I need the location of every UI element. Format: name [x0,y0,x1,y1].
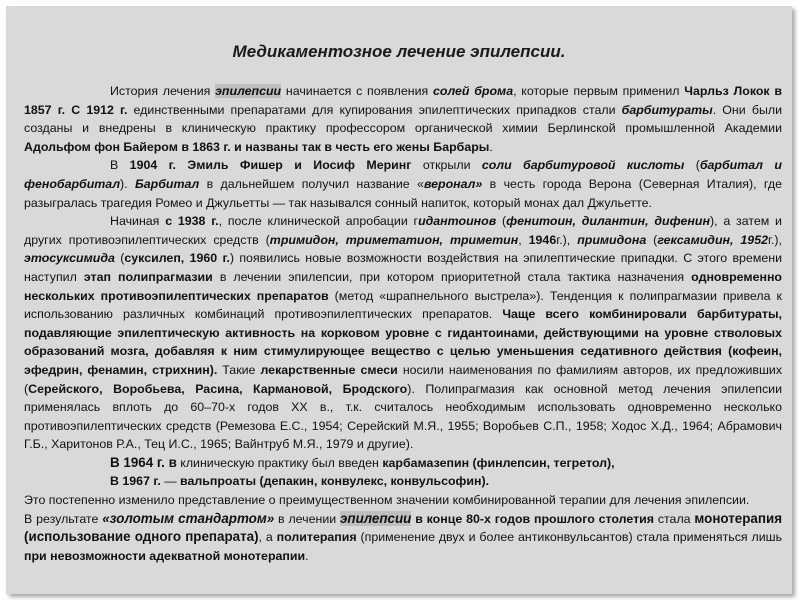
paragraph-2 [24,156,782,212]
p4-text-b: клиническую практику был введен [176,455,383,470]
p3-term-suxilep: суксилеп, 1960 г. [124,251,230,266]
p3-multiple-drugs: одновременно нескольких противоэпилептических препаратов [24,269,783,303]
p3-text-m: ( [646,232,658,247]
p3-text-ac: ). Полипрагмазия как основной метод лечения эпилепсии применялась вплоть до 60–70-х годов XX в., т.к. считалось необходимым использовать одновременно несколько противоэпилептических средств (Ремезова Е.С., 1954; Серейский М.Я., 1955; Воробьев С.П., 1958; Ходос Х.Д., 1964; Абрамович Г.Б., Харитонов Р.А., Тец И.С., 1965; Вайнтруб М.Я., 1979 и другие). [24,381,782,452]
p3-polypragmasy: этап полипрагмазии [83,269,213,284]
paragraph-6 [24,491,782,510]
p7-text-c: в лечении [274,511,341,526]
p3-text-u: в лечении эпилепсии, при котором приоритетной стала тактика назначения [212,269,692,284]
p2-term-barbituric-salts: соли барбитуровой кислоты [481,158,685,173]
p7-term-epilepsy: эпилепсии [340,510,412,526]
p3-combination: Чаще всего комбинировали барбитураты, подавляющие эпилептическую активность на корковом уровне с гидантоинами, действующими на уровне стволовых образований мозга, добавляя к ним стимулирующее вещество с целью уменьшения седативного действия (кофеин, эфедрин, фенамин, стрихнин). [24,307,782,377]
p2-text-e: ( [684,158,700,173]
p3-text-a: Начиная [110,214,166,229]
p5-text-b: — [160,474,181,489]
p1-text-g: единственными препаратами для купирования эпилептических припадков стали [127,102,622,117]
p2-text-c: открыли [411,158,482,173]
p6-text: Это постепенно изменило представление о преимущественном значении комбинированной терапии для лечения эпилепсии. [24,493,750,508]
p1-locock-date: Чарльз Локок в 1857 г. С 1912 г. [24,84,782,117]
p1-text-i: . Они были созданы и внедрены в клиническую практику профессором органической химии Берлинской промышленной Академии [24,102,782,136]
p3-text-g: ), а затем и других противоэпилептических средств ( [24,214,782,247]
p7-text-a: В результате [24,511,103,526]
slide-body [24,82,782,565]
paragraph-3 [24,212,782,454]
p7-gold-standard: «золотым стандартом» [102,510,275,526]
p7-polytherapy: политерапия [276,530,357,545]
p7-text-l: . [305,548,309,563]
p4-carbamazepine: карбамазепин (финлепсин, тегретол), [382,455,615,470]
p2-term-barbital-2: Барбитал [134,176,200,191]
p2-text-g: ). [120,176,135,191]
p3-text-aa: носили наименования по фамилиям авторов, их предложивших ( [24,362,783,396]
p1-text-a: История лечения [110,84,216,98]
p7-inadequate-monotherapy: при невозможности адекватной монотерапии [24,548,306,563]
p1-term-bromide: солей брома [433,84,514,98]
p2-term-barbital: барбитал и фенобарбитал [24,158,782,191]
p1-text-e: , которые первым применил [513,84,685,98]
p1-term-epilepsy: эпилепсии [215,84,282,98]
p3-term-ethosuximide: этосуксимида [24,251,115,266]
p3-drug-mixtures: лекарственные смеси [260,362,398,377]
p3-date-1946: 1946 [528,232,557,247]
p2-text-k: в честь города Верона (Северная Италия), где разыгралась трагедия Ромео и Джульетты — так назывался сонный напиток, который монах дал Джульетте. [24,176,782,210]
p7-late-80s: в конце 80-х годов прошлого столетия [411,511,654,526]
p1-text-k: . [489,139,493,154]
p7-monotherapy: монотерапия (использование одного препарата) [24,510,783,545]
slide-title: Медикаментозное лечение эпилепсии. [232,42,566,61]
p3-text-s: ) появились новые возможности воздействия на эпилептические припадки. С этого времени наступил [24,251,783,284]
p3-text-y: Такие [217,362,261,377]
p3-text-o: г.), [767,232,783,247]
p3-term-hexamidine: гексамидин, 1952 [657,232,768,247]
p3-date-1938: с 1938 г. [165,214,219,229]
p2-fischer-mering: 1904 г. Эмиль Фишер и Иосиф Меринг [129,158,412,173]
p3-text-w: (метод «шрапнельного выстрела»). Тенденция к полипрагмазии привела к использованию различных комбинаций противоэпилептических препаратов. [24,288,782,322]
p2-term-veronal: веронал» [423,176,483,191]
p3-text-i: , [518,232,529,247]
paragraph-4 [24,454,782,473]
p1-baeyer: Адольфом фон Байером в 1863 г. и названы так в честь его жены Барбары [24,139,490,154]
p7-text-j: (применение двух и более антиконвульсантов) стала применяться лишь [356,530,783,545]
paragraph-1 [24,82,782,156]
p5-date-1967: В 1967 г. [110,474,161,489]
p3-text-e: ( [496,214,507,229]
p1-text-c: начинается с появления [281,84,434,98]
p2-text-a: В [110,158,130,173]
paragraph-7 [24,510,782,566]
p3-term-primidone: примидона [577,232,647,247]
p7-text-f: стала [654,511,695,526]
p3-term-trimidone: тримидон, триметатион, триметин [269,232,519,247]
p3-text-k: г.), [556,232,578,247]
p3-term-phenytoin: фенитоин, дилантин, дифенин [506,214,710,229]
p3-authors: Серейского, Воробьева, Расина, Кармановой, Бродского [28,381,408,396]
p2-text-i: в дальнейшем получил название « [199,176,424,191]
p1-term-barbiturates: барбитураты [621,102,713,117]
p4-date-1964: В 1964 г. в [110,454,177,470]
p7-text-h: , а [258,530,277,545]
p5-valproates: вальпроаты (депакин, конвулекс, конвульсофин). [180,474,490,489]
slide [6,6,792,594]
paragraph-5 [24,472,782,491]
p3-text-c: , после клинической апробации г [218,214,419,229]
p3-text-q: ( [114,251,125,266]
p3-term-hydantoins: идантоинов [418,214,497,229]
